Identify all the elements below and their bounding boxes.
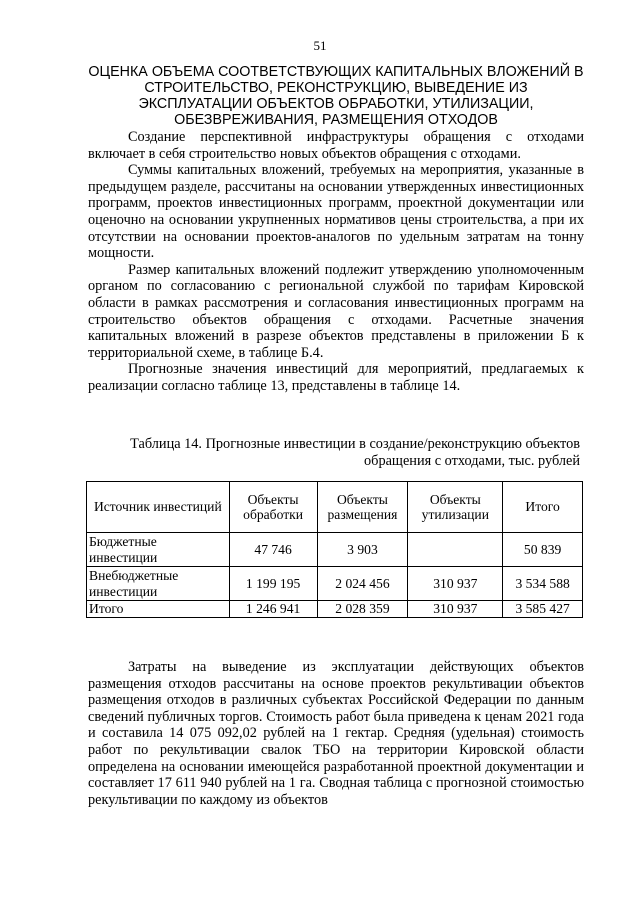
column-header: Итого [503,482,583,533]
table-cell: 3 585 427 [503,601,583,618]
table-cell: 310 937 [408,601,503,618]
table-cell: 47 746 [229,533,317,567]
investment-table [86,481,583,618]
paragraph: Создание перспективной инфраструктуры обращения с отходами включает в себя строительство новых объектов обращения с отходами. [88,129,584,162]
table-cell [408,533,503,567]
paragraph: Затраты на выведение из эксплуатации действующих объектов размещения отходов рассчитаны на основе проектов рекультивации объектов размещения отходов в различных субъектах Российской Федерации по данным сведений публичных торгов. Стоимость работ была приведена к ценам 2021 года и составила 14 075 092,02 рублей на 1 гектар. Средняя (удельная) стоимость работ по рекультивации свалок ТБО на территории Кировской области определена на основании имеющейся разработанной проектной документации и составляет 17 611 940 рублей на 1 га. Сводная таблица с прогнозной стоимостью рекультивации по каждому из объектов [88,659,584,808]
page-number: 51 [313,38,327,53]
row-label: Внебюджетные инвестиции [87,567,230,601]
table-row [87,533,583,567]
row-label: Итого [87,601,230,618]
table-header-row [87,482,583,533]
table-cell: 50 839 [503,533,583,567]
row-label: Бюджетные инвестиции [87,533,230,567]
paragraph: Суммы капитальных вложений, требуемых на мероприятия, указанные в предыдущем разделе, рассчитаны на основании утвержденных инвестиционных программ, проектов инвестиционных программ, проектной документации или оценочно на основании укрупненных нормативов цены строительства, а при их отсутствии на основании проектов-аналогов по удельным затратам на тонну мощности. [88,162,584,262]
paragraph: Размер капитальных вложений подлежит утверждению уполномоченным органом по согласованию с региональной службой по тарифам Кировской области в рамках рассмотрения и согласования инвестиционных программ на строительство объектов обращения с отходами. Расчетные значения капитальных вложений в разрезе объектов представлены в приложении Б к территориальной схеме, в таблице Б.4. [88,261,584,361]
table-row [87,601,583,618]
column-header: Объекты обработки [229,482,317,533]
table-cell: 3 903 [317,533,408,567]
table-cell: 2 024 456 [317,567,408,601]
table-cell: 2 028 359 [317,601,408,618]
table-row [87,567,583,601]
closing-text [88,659,584,808]
table-cell: 1 199 195 [229,567,317,601]
intro-text [88,129,584,395]
column-header: Объекты утилизации [408,482,503,533]
paragraph: Прогнозные значения инвестиций для мероприятий, предлагаемых к реализации согласно таблице 13, представлены в таблице 14. [88,361,584,394]
table-caption: Таблица 14. Прогнозные инвестиции в создание/реконструкцию объектов обращения с отходами, тыс. рублей [130,436,580,469]
table-cell: 1 246 941 [229,601,317,618]
column-header: Объекты размещения [317,482,408,533]
table-cell: 3 534 588 [503,567,583,601]
table-cell: 310 937 [408,567,503,601]
section-heading: ОЦЕНКА ОБЪЕМА СООТВЕТСТВУЮЩИХ КАПИТАЛЬНЫХ ВЛОЖЕНИЙ В СТРОИТЕЛЬСТВО, РЕКОНСТРУКЦИЮ, ВЫВЕДЕНИЕ ИЗ ЭКСПЛУАТАЦИИ ОБЪЕКТОВ ОБРАБОТКИ, УТИЛИЗАЦИИ, ОБЕЗВРЕЖИВАНИЯ, РАЗМЕЩЕНИЯ ОТХОДОВ [88,64,584,128]
column-header: Источник инвестиций [87,482,230,533]
